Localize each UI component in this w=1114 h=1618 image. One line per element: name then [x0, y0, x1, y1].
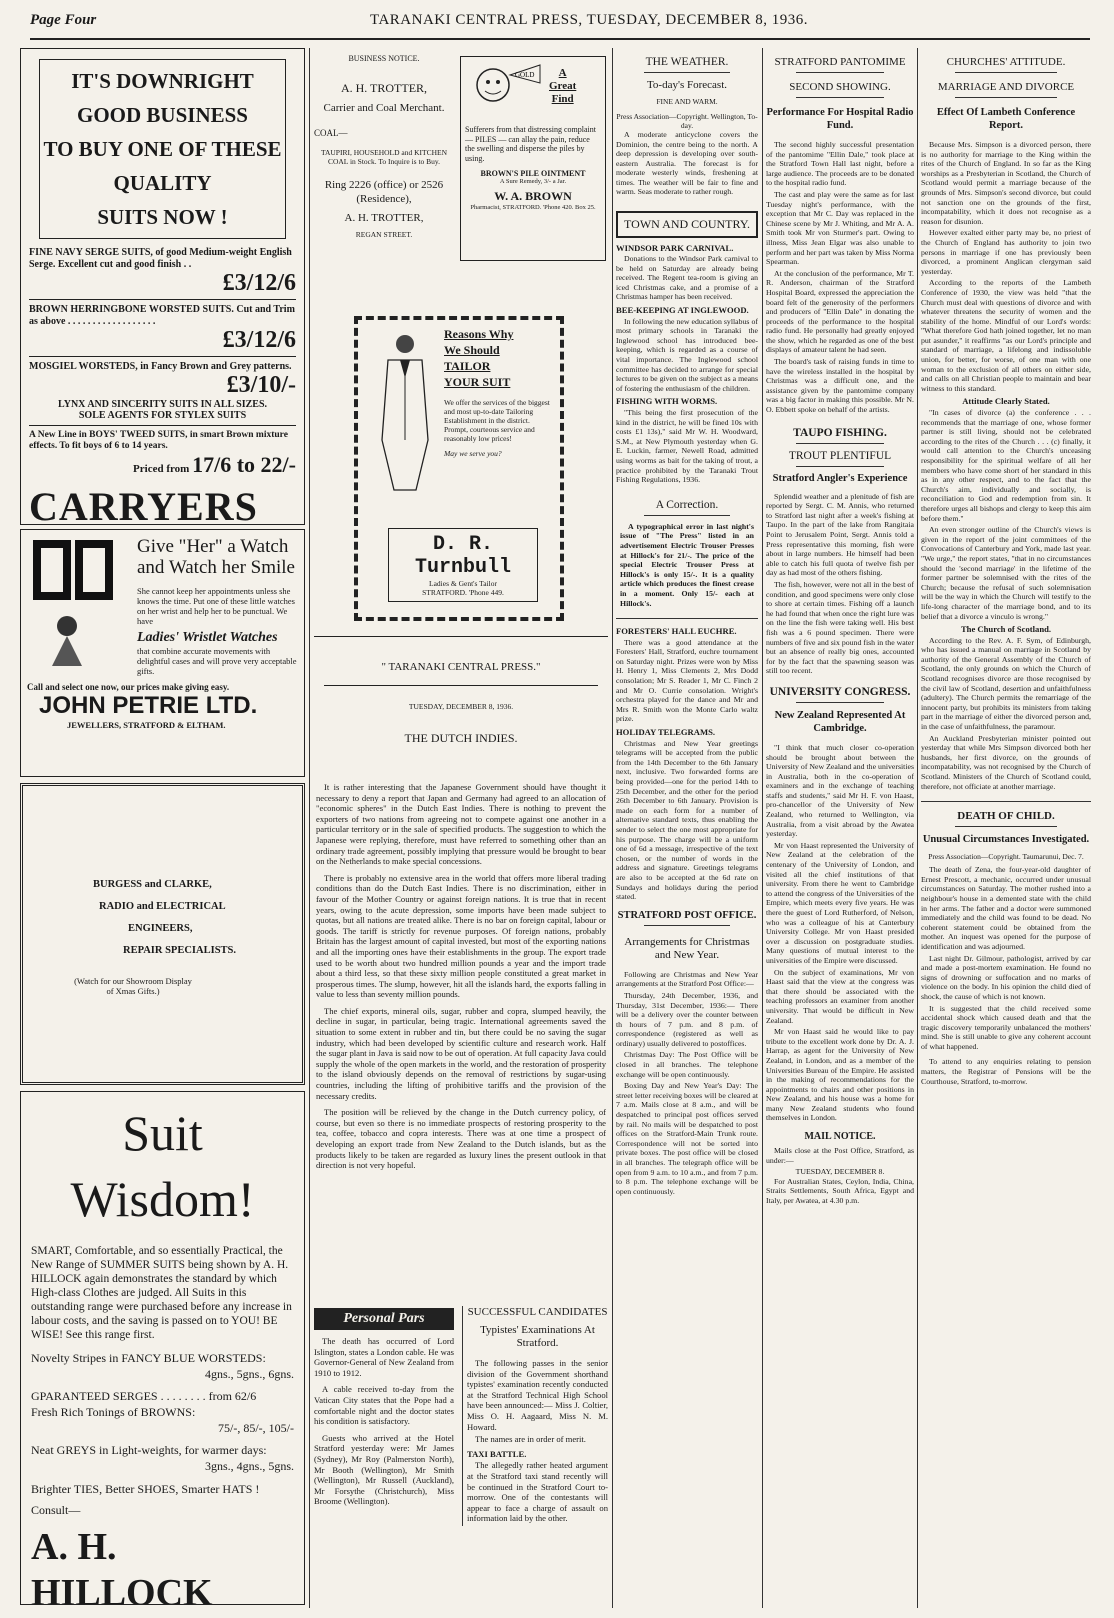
postoffice-title: STRATFORD POST OFFICE.	[617, 909, 757, 921]
turnbull-nameplate: D. R. Turnbull Ladies & Gent's Tailor STRATFORD. 'Phone 449.	[388, 528, 538, 602]
weather-body: A moderate anticyclone covers the Dominion, the centre being to the north. A deep depression is developing over south-eastern Australia. The forecast is for moderate westerly winds, freshening at times. The weather will be fair to fine and warm. Seas moderate to rather rough.	[616, 130, 758, 196]
burgess-ad	[20, 783, 305, 1085]
typists-body: The following passes in the senior division of the Government shorthand typistes' examination recently conducted at the Stratford Technical High School have been announced:— Miss J. Coltier, Miss O. H. Aagaard, Miss N. M. Howard. The names are in order of merit. TAXI BATTLE. The allegedly rather heated argument at the Stratford taxi stand recently will be continued in the Stratford Court to-morrow. One of the contestants will appear to face a charge of assault on information laid by the other.	[467, 1358, 608, 1524]
newspaper-title: TARANAKI CENTRAL PRESS, TUESDAY, DECEMBER 8, 1936.	[370, 12, 809, 28]
typists-title: SUCCESSFUL CANDIDATES	[467, 1306, 608, 1318]
hillock-ad	[20, 1091, 305, 1605]
column-4	[766, 48, 914, 1608]
taupo-body: Splendid weather and a plenitude of fish are reported by Sergt. C. M. Annis, who returned to Stratford last night after a week's fishing at Taupo. In the part of the lake from Rangitaia Point to Jerusalem Point, Sergt. Annis told a Press representative this morning, fish were about in large numbers. He himself had been able to catch his full quota of twelve fish per day as had most of the others fishing. The fish, however, were not all in the best of condition, and good specimens were only close to shore at certain times. Fishing off a launch he had found that when once the right lure was on the line the fish were taking well. His best fish was a 6 pound specimen. There were numbers of five and six pound fish in the water but an absence of really big ones, accounted for by the fact that the spawning season was still too recent.	[766, 491, 914, 676]
churches-second: MARRIAGE AND DIVORCE	[937, 81, 1075, 93]
headline-line: SUITS NOW !	[97, 205, 228, 229]
hillock-body: SMART, Comfortable, and so essentially Practical, the New Range of SUMMER SUITS being shown by A. H. HILLOCK again demonstrates the standard by which High-class Clothes are judged. All Suits in this outstanding range were purchased before any increase in labour costs, and the saving is passed on to YOU! BE WISE! See this range first.	[31, 1245, 292, 1341]
prospector-illustration-icon	[465, 61, 545, 113]
churches-title: CHURCHES' ATTITUDE.	[946, 56, 1066, 68]
weather-source: Press Association—Copyright. Wellington, To-day.	[616, 112, 758, 130]
brown-ad: GOLD A Great Find Sufferers from that distressing complaint— PILES — can allay the pain, reduce the swelling and disperse the piles by using. BROWN'S PILE OINTMENT A Sure Remedy, 3/- a Jar. W. A. BROWN Pharmacist, STRATFORD. 'Phone 420. Box 25.	[460, 56, 606, 261]
editorial-body: It is rather interesting that the Japanese Government should have thought it necessary to deny a report that Japan and Germany had agreed to an allocation of "economic spheres" in the Dutch East Indies. There is nothing to prevent the exporters of two nations from agreeing not to compete against one another in a particular territory or in the sale of specified products. The suggestion to which the Japanese were replying, therefore, must have referred to something other than an ordinary trade agreement, possibly implying that pressure would be brought to bear on the Netherlands to make special concessions. There is probably no extensive area in the world that offers more liberal trading conditions than do the Dutch East Indies. There is no discrimination, either in favour of the Mother Country or against foreign nations. It is true that in recent years, owing to the acute depression, some imports have been made subject to quotas, but all nations are treated alike. There is no bar on foreign capital, labour or goods. The tariff is strictly for revenue purposes. Of foreign nations, probably Britain has the largest amount of capital invested, but most of the exporting nations and all the importing ones have their establishments in the group. The export trade used to be worth about two hundred million pounds a year and the import trade about a third less, so that these sixty million people constituted a great market in prosperous times. The slump, however, hit all the islands hard, the exports falling in value to less than seventy million pounds. The chief exports, mineral oils, sugar, rubber and copra, slumped heavily, the decline in sugar, in particular, being tragic. International agreements saved the situation to some extent in rubber and tin, but there could be no saving the sugar industry, which had been developed by scientific culture and research work. Half the sugar plant in Java is said now to be out of operation. At full capacity Java could supply the whole of the open markets in the world, and the restoration of prosperity to the island obviously depends on the removal of restrictions by sugar-using countries, including the lifting of prohibitive tariffs and the provision of the necessary credits. The position will be relieved by the change in the Dutch currency policy, of course, but even so there is no immediate prospects of restoring prosperity to the tea, coffee, tobacco and copra interests. There was at one time a prospect of developing an export trade from New Zealand to the Dutch islands, but as the products likely to be taken are regarded as luxury lines the present outlook in that direction is not very hopeful.	[316, 782, 606, 1171]
pantomime-title: STRATFORD PANTOMIME	[774, 56, 906, 68]
carryers-item: MOSGIEL WORSTEDS, in Fancy Brown and Grey patterns. £3/10/-	[29, 361, 296, 398]
column-rule	[762, 48, 763, 1608]
weather-forecast: To-day's Forecast.	[646, 79, 728, 91]
hillock-headline: Suit Wisdom!	[70, 1105, 255, 1227]
petrie-body: She cannot keep her appointments unless she knows the time. Put one of these little watches on her wrist and help her to be punctual. We have	[137, 586, 295, 626]
correction-title: A Correction.	[655, 498, 719, 511]
price: £3/12/6	[222, 327, 296, 353]
wristwatch-illustration-icon	[27, 536, 122, 666]
petrie-product: Ladies' Wristlet Watches	[137, 630, 278, 645]
turnbull-ad: Reasons Why We Should TAILOR YOUR SUIT We offer the services of the biggest and most up-to-date Tailoring Establishment in the district. Prompt, courteous service and reasonably low prices! May we serve you? D. R. Turnbull Ladies & Gent's Tailor STRATFORD. 'Phone 449.	[354, 316, 564, 621]
hillock-brand: A. H. HILLOCK	[31, 1526, 213, 1605]
brown-find: A Great Find	[549, 67, 577, 105]
carryers-ad	[20, 48, 305, 525]
weather-fine: FINE AND WARM.	[656, 97, 718, 106]
burgess-note: (Watch for our Showroom Display of Xmas Gifts.)	[74, 976, 192, 996]
carryers-item: BROWN HERRINGBONE WORSTED SUITS. Cut and Trim as above . . . . . . . . . . . . . . . . . . £3/12/6	[29, 304, 296, 353]
headline-line: TO BUY ONE OF THESE QUALITY	[43, 137, 282, 195]
carryers-item: FINE NAVY SERGE SUITS, of good Medium-weight English Serge. Excellent cut and good finish . . £3/12/6	[29, 247, 296, 296]
gold-label: GOLD	[515, 71, 535, 79]
petrie-ad	[20, 529, 305, 777]
personal-title: Personal Pars	[314, 1308, 454, 1330]
taupo-title: TAUPO FISHING.	[793, 426, 887, 439]
petrie-body2: that combine accurate movements with delightful cases and will prove very acceptable gifts.	[137, 646, 297, 676]
page-label: Page Four	[30, 12, 97, 28]
column-rule	[309, 48, 310, 1608]
column-5	[921, 48, 1091, 1608]
personal-body: The death has occurred of Lord Islington, states a London cable. He was Governor-General of New Zealand from 1910 to 1912. A cable received to-day from the Vatican City states that the Pope had a comfortable night and the doctor states his condition is satisfactory. Guests who arrived at the Hotel Stratford yesterday were: Mr James (Sydney), Mr Roy (Palmerston North), Mr Booth (Wellington), Mr Smith (Wellington), Mr Russell (Auckland), Mr Forsythe (Christchurch), Miss Broome (Wellington).	[314, 1336, 454, 1507]
mail-title: MAIL NOTICE.	[804, 1131, 876, 1143]
death-title: DEATH OF CHILD.	[921, 801, 1091, 822]
column-rule	[917, 48, 918, 1608]
editorial-paper: " TARANAKI CENTRAL PRESS."	[381, 661, 541, 673]
price: £3/10/-	[226, 372, 296, 398]
petrie-headline: Give "Her" a Watch and Watch her Smile	[137, 536, 295, 578]
carryers-stylex: SOLE AGENTS FOR STYLEX SUITS	[78, 410, 247, 421]
mail-body: Mails close at the Post Office, Stratford, as under:— TUESDAY, DECEMBER 8. For Australian States, Ceylon, India, China, Straits Settlements, South Africa, Egypt and Italy, per Awatea, at 4.30 p.m.	[766, 1146, 914, 1206]
death-body: The death of Zena, the four-year-old daughter of Ernest Prescott, a mechanic, occurred under unusual circumstances on Saturday. The mother rushed into a neighbour's house in a demented state with the child in her arms. The father and a doctor were summoned immediately and the child was found to be dead. No coherent statement could be obtained from the mother. An inquest was opened for the purpose of identification and was adjourned. Last night Dr. Gilmour, pathologist, arrived by car and made a post-mortem examination. He found no signs of drowning or suffocation and no marks of violence on the body. In his opinion the child died of shock, the cause of which is not known. It is suggested that the child received some accidental shock which caused death and that the tragic discovery temporarily unbalanced the mothers' mind. She is still unable to give any coherent account of what happened. To attend to any enquiries relating to pension matters, the Registrar of Pensions will be the Courthouse, Stratford, to-morrow.	[921, 865, 1091, 1086]
column-1	[20, 48, 305, 1608]
typists-subtitle: Typistes' Examinations At Stratford.	[480, 1324, 595, 1349]
churches-body: Because Mrs. Simpson is a divorced person, there is no authority for marriage to the King within the rites of the Church of England. In so far as the King worships as a Presbyterian in Scotland, the Church of Scotland would permit a marriage because of the grounds of Mrs. Simpson's second divorce, but could not sanction one on the grounds of the first, incompatability, which it does not recognise as a reason for disunion. However exalted either party may be, no priest of the Church of England has authority to join two persons in marriage if one has previously been divorced, a prominent Anglican clergyman said yesterday. According to the reports of the Lambeth Conference of 1930, the view was held "that the Church must deal with questions of divorce and with whatever threatens the security of women and the stability of the home. Mindful of our Lord's words: "What therefore God hath joined together, let no man put asunder," it reaffirms "as our Lord's principle and standard of marriage, a lifelong and indissoluble union, for better, for worse, of one man with one woman to the exclusion of all others on either side, and calls on all Christian people to maintain and bear witness to this standard. Attitude Clearly Stated. "In cases of divorce (a) the conference . . . recommends that the marriage of one, whose former partner is still living, should not be celebrated according to the rites of the Church . . . (c) finally, it would call attention to the Church's unceasing responsibility for the spiritual welfare of all her members who have come short of her standard in this as in any other respect, and to the fact that the Church's aim, individually and socially, is reconciliation to God and redemption from sin. It therefore urges all bishops and clergy to keep this aim before them." An even stronger outline of the Church's views is given in the report of the joint committees of the Convocations of Canterbury and York, made last year. "We urge," the report states, "that in no circumstances should the 'second marriage' in the lifetime of the former partner be solemnised with the rites of the Church; because the refusal of such solemnisation will be the way in which the Church will testify to the life-long character of the marriage bond, and to its belief that a divorce a vinculo is wrong." The Church of Scotland. According to the Rev. A. F. Sym, of Edinburgh, who has issued a manual on marriage in Scotland by authority of the General Assembly of the Church of Scotland, the only grounds on which the Church of Scotland recognises divorce are those recognised by the civil law of Scotland, desertion and unfaithfulness (adultery). The Church permits the remarriage of the innocent party, but prohibits its ministers from taking part in the marriage of either the divorced person and, in the case of unfaithfulness, the paramour. An Auckland Presbyterian minister pointed out yesterday that while Mrs Simpson divorced both her husbands, her first divorce, on the grounds of incompatability, was not recognised by the Church of Scotland. Ministers of the Church of Scotland could, therefore, not officiate at another marriage.	[921, 140, 1091, 791]
personal-pars	[314, 1308, 454, 1509]
hillock-brighter: Brighter TIES, Better SHOES, Smarter HATS !	[31, 1482, 260, 1496]
editorial	[314, 636, 608, 1173]
town-body: WINDSOR PARK CARNIVAL. Donations to the Windsor Park carnival to be held on Saturday are already being received. The Regent tea-room is giving an iced Christmas cake, and a promise of a Christmas hamper has been received. BEE-KEEPING AT INGLEWOOD. In following the new education syllabus of most primary schools in Taranaki the Inglewood school has introduced bee-keeping, which is regarded as a course of vital importance. The Inglewood school committee has decided to arrange for special lectures to be given on the subject as a means of fostering the enthusiasm of the children. FISHING WITH WORMS. "This being the first prosecution of the kind in the district, he will be fined 10s with costs £1 13s)," said Mr W. H. Woodward, S.M., at New Plymouth yesterday when G. E. Luckin, farmer, Newell Road, admitted using worms as bait for the taking of trout, a practice prohibited by the Taranaki Trout Fishing Regulations, 1936.	[616, 242, 758, 485]
death-source: Press Association—Copyright. Taumarunui, Dec. 7.	[928, 852, 1084, 862]
hillock-price-lines: Novelty Stripes in FANCY BLUE WORSTEDS: 4gns., 5gns., 6gns. GPARANTEED SERGES . . . . . . . . from 62/6 Fresh Rich Tonings of BROWNS: 75/-, 85/-, 105/- Neat GREYS in Light-weights, for warmer days: 3gns., 4gns., 5gns.	[31, 1351, 294, 1473]
carryers-boys: A New Line in BOYS' TWEED SUITS, in smart Brown mixture effects. To fit boys of 6 to 14 years.	[29, 430, 288, 451]
editorial-title: THE DUTCH INDIES.	[404, 731, 518, 745]
column-rule	[612, 48, 613, 1608]
taupo-second: TROUT PLENTIFUL	[788, 449, 892, 462]
price: £3/12/6	[222, 270, 296, 296]
carryers-boys-price: Priced from 17/6 to 22/-	[133, 452, 296, 477]
weather-title: THE WEATHER.	[645, 56, 729, 68]
churches-sub: Effect Of Lambeth Conference Report.	[936, 107, 1076, 131]
postoffice-body: Following are Christmas and New Year arrangements at the Stratford Post Office:— Thursday, 24th December, 1936, and Thursday, 31st December, 1936:— There will be a delivery over the counter between th hours of 7 p.m. and 8 p.m. of correspondence (registered as well as ordinary) usually delivered to postoffices. Christmas Day: The Post Office will be closed in all branches. The telephone exchange will be open continuously. Boxing Day and New Year's Day: The street letter receiving boxes will be cleared at 7 a.m. Mails close at 8 a.m., and will be despatched to principal post offices served by rail. No mails will be despatched to post offices on the Stratford-Main Trunk route. Correspondence will not be sorted into private boxes. The post office will be closed in all branches. The telegraph office will be open from 9 a.m. to 10 a.m., and from 7 p.m. to 8 p.m. The telephone exchange will be open continuously.	[616, 969, 758, 1196]
burgess-lines: BURGESS and CLARKE, RADIO and ELECTRICAL ENGINEERS, REPAIR SPECIALISTS.	[93, 879, 237, 956]
carryers-lynx: LYNX AND SINCERITY SUITS IN ALL SIZES.	[57, 399, 268, 410]
taupo-sub: Stratford Angler's Experience	[772, 472, 908, 484]
petrie-call: Call and select one now, our prices make giving easy.	[27, 682, 230, 692]
editorial-date: TUESDAY, DECEMBER 8, 1936.	[408, 702, 514, 711]
petrie-brand: JOHN PETRIE LTD.	[39, 692, 258, 719]
typists-article	[462, 1306, 608, 1526]
pantomime-sub: Performance For Hospital Radio Fund.	[766, 107, 914, 131]
tailor-figure-icon	[370, 330, 440, 495]
turnbull-headline: Reasons Why We Should TAILOR YOUR SUIT	[444, 327, 514, 389]
carryers-headline	[39, 59, 286, 239]
column-2	[314, 48, 608, 1608]
pantomime-second: SECOND SHOWING.	[789, 81, 891, 93]
petrie-sub: JEWELLERS, STRATFORD & ELTHAM.	[67, 720, 226, 730]
hillock-consult: Consult—	[31, 1503, 81, 1517]
trotter-ad: BUSINESS NOTICE. A. H. TROTTER, Carrier and Coal Merchant. COAL— TAUPIRI, HOUSEHOLD and KITCHEN COAL in Stock. To Inquire is to Buy. Ring 2226 (office) or 2526 (Residence), A. H. TROTTER, REGAN STREET.	[314, 54, 448, 239]
university-body: "I think that much closer co-operation should be brought about between the University of New Zealand and the universities in Australia, both in the co-operation of examiners and in the exchange of teaching staffs and students," said Mr H. F. von Haast, pro-chancellor of the University of New Zealand, who returned to Wellington, via Australia, from a visit abroad by the Awatea yesterday. Mr von Haast represented the University of New Zealand at the celebration of the centenary of the University of London, and visited all the chief institutions of that university. From there he went to Cambridge to attend the congress of the Universities of the Empire, which meets every five years. He was there the guest of Lord Rutherford, of Nelson, who was a colleague of his at Canterbury University College. Mr von Haast presided over a discussion on postgraduate studies. Many questions of mutual interest to the universities of the Empire were discussed. On the subject of examinations, Mr von Haast said that the view at the congress was that there should be associated with the teaching professors an examiner from another university. That would be difficult in New Zealand. Mr von Haast said he would like to pay tribute to the excellent work done by Dr. A. J. Harrap, as agent for the University of New Zealand, in London, and as a member of the Universities Bureau of the Empire. He assisted in the making of recommendations for the appointments to chairs and other positions in New Zealand, and his house was a home for many New Zealand students who found themselves in London.	[766, 742, 914, 1123]
masthead	[30, 8, 1090, 40]
town2-body: FORESTERS' HALL EUCHRE. There was a good attendance at the Foresters' Hall, Stratford, euchre tournament on Saturday night. Prizes were won by Miss H. Henry 1, Miss Clements 2, Mrs Dodd consolation; Mr S. Reader 1, Mr C. Finch 2 and Mr O. Currie consolation. Wright's orchestra played for the dance and Mr and Mrs R. Smith won the Monte Carlo waltz prize. HOLIDAY TELEGRAMS. Christmas and New Year greetings telegrams will be accepted from the public from the 14th December to the 6th January next, inclusive. Two forwarded forms are being provided—one for the period 14th to 25th December, and the other for the period 26th December to 6th January. Provision is made on each form for a number of alternative standard texts, thus enabling the sender to select the one most appropriate for his purpose. The charge will be a uniform one of 6d a message, irrespective of the text chosen, or the number of words in the address and signature. Greetings telegrams are also to be accepted at the 6d rate on Sundays and holidays during the period stated.	[616, 618, 758, 902]
column-3	[616, 48, 758, 1608]
university-sub: New Zealand Represented At Cambridge.	[774, 709, 906, 734]
town-title: TOWN AND COUNTRY.	[616, 211, 758, 238]
headline-line: IT'S DOWNRIGHT GOOD BUSINESS	[71, 69, 254, 127]
university-title: UNIVERSITY CONGRESS.	[769, 685, 911, 698]
carryers-brand: CARRYERS	[29, 484, 258, 525]
postoffice-subtitle: Arrangements for Christmas and New Year.	[624, 935, 750, 961]
pantomime-body: The second highly successful presentation of the pantomime "Ellin Dale," took place at the Stratford Town Hall last night, before a large audience. The proceeds are to be donated to the hospital radio fund. The cast and play were the same as for last Tuesday night's performance, with the exception that Mr C. Day was replaced in the Chinese scene by Mr J. Whiting, and Mr A. A. Smith took Mr von Sturmer's part. Owing to illness, Miss Jean Elgar was also unable to perform and her part was taken by Miss Norma Spearman. At the conclusion of the performance, Mr T. R. Anderson, chairman of the Stratford Hospital Board, expressed the appreciation the board felt of the generosity of the performers and producers of "Ellin Dale" in donating the proceeds of the performance to the hospital radio fund. He personally had greatly enjoyed the show, which he regarded as one of the best displays of amateur talent he had seen. The board's task of raising funds in time to have the wireless installed in the hospital by Christmas was a difficult one, and the assistance given by the pantomime company was a big factor in making this possible. Mr N. O. Ebbett spoke on behalf of the artists.	[766, 140, 914, 415]
death-sub: Unusual Circumstances Investigated.	[922, 834, 1090, 846]
correction-body: A typographical error in last night's issue of "The Press" listed in an advertisement Electric Trouser Presses at Hillock's for 21/-. The price of the special Electric Trouser Press at Hillock's is only 15/-. It is a quality article which produces the finest crease in a moment. Only 15/- each at Hillock's.	[620, 521, 754, 608]
